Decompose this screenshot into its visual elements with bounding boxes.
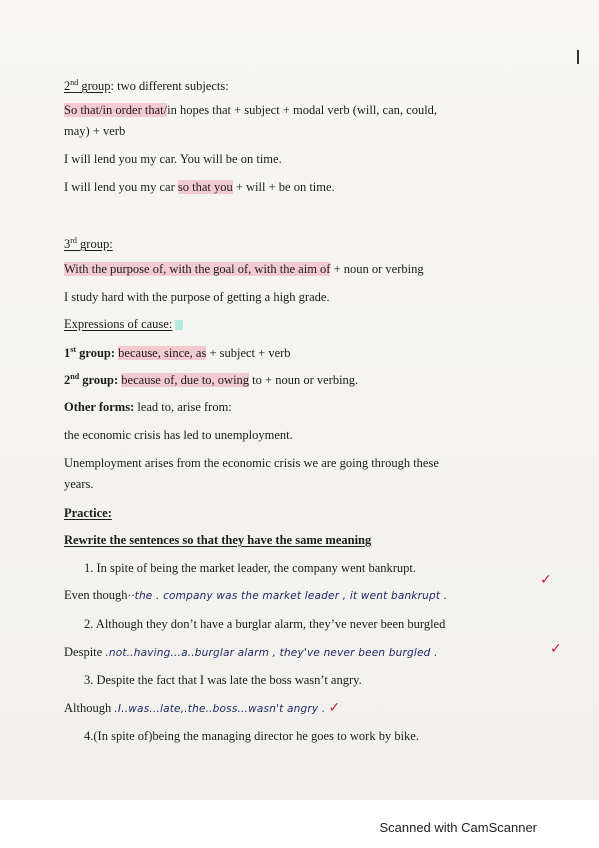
question-2: 2. Although they don’t have a burglar alarm, they’ve never been burgled: [84, 617, 446, 631]
handwritten-answer-3: .I..was...late,.the..boss...wasn't angry .: [114, 703, 326, 715]
so-that-rule: So that/in order that/in hopes that + subject + modal verb (will, can, could,: [64, 103, 438, 117]
so-that-rule-cont: may) + verb: [64, 124, 126, 138]
example-1: I will lend you my car. You will be on time.: [64, 152, 282, 166]
answer-2: Despite .not..having...a..burglar alarm , they've never been burgled .: [64, 645, 438, 659]
cause-group2: 2nd group: because of, due to, owing to + noun or verbing.: [64, 372, 359, 388]
question-3: 3. Despite the fact that I was late the boss wasn’t angry.: [84, 673, 362, 687]
group3-heading: 3rd group:: [64, 236, 113, 252]
question-4: 4.(In spite of)being the managing director he goes to work by bike.: [84, 729, 419, 743]
rewrite-instruction: Rewrite the sentences so that they have the same meaning: [64, 533, 372, 547]
check-mark-2: ✓: [550, 641, 562, 657]
handwritten-answer-1: ··the . company was the market leader , it went bankrupt .: [127, 590, 448, 602]
other-example-2-cont: years.: [64, 477, 94, 491]
purpose-rule: With the purpose of, with the goal of, with the aim of + noun or verbing: [64, 262, 424, 276]
handwritten-answer-2: .not..having...a..burglar alarm , they've never been burgled .: [105, 647, 438, 659]
example-2: I will lend you my car so that you + will + be on time.: [64, 180, 335, 194]
other-example-1: the economic crisis has led to unemployment.: [64, 428, 293, 442]
group2-heading: 2nd group: two different subjects:: [64, 78, 229, 94]
answer-1: Even though··the . company was the market leader , it went bankrupt .: [64, 588, 448, 602]
other-example-2: Unemployment arises from the economic crisis we are going through these: [64, 456, 439, 470]
purpose-example: I study hard with the purpose of getting a high grade.: [64, 290, 330, 304]
practice-heading: Practice:: [64, 506, 112, 520]
question-1: 1. In spite of being the market leader, the company went bankrupt.: [84, 561, 417, 575]
edge-mark: [577, 50, 579, 64]
scanner-footer: [0, 800, 599, 848]
check-mark-3: ✓: [328, 700, 341, 716]
answer-3: Although .I..was...late,.the..boss...wasn't angry . ✓: [64, 700, 341, 716]
camscanner-watermark: Scanned with CamScanner: [379, 820, 537, 835]
check-mark-1: ✓: [540, 572, 552, 588]
other-forms: Other forms: lead to, arise from:: [64, 400, 232, 414]
cause-title: Expressions of cause:: [64, 317, 183, 332]
cause-group1: 1st group: because, since, as + subject + verb: [64, 345, 291, 361]
highlight-mark-icon: [175, 320, 183, 330]
